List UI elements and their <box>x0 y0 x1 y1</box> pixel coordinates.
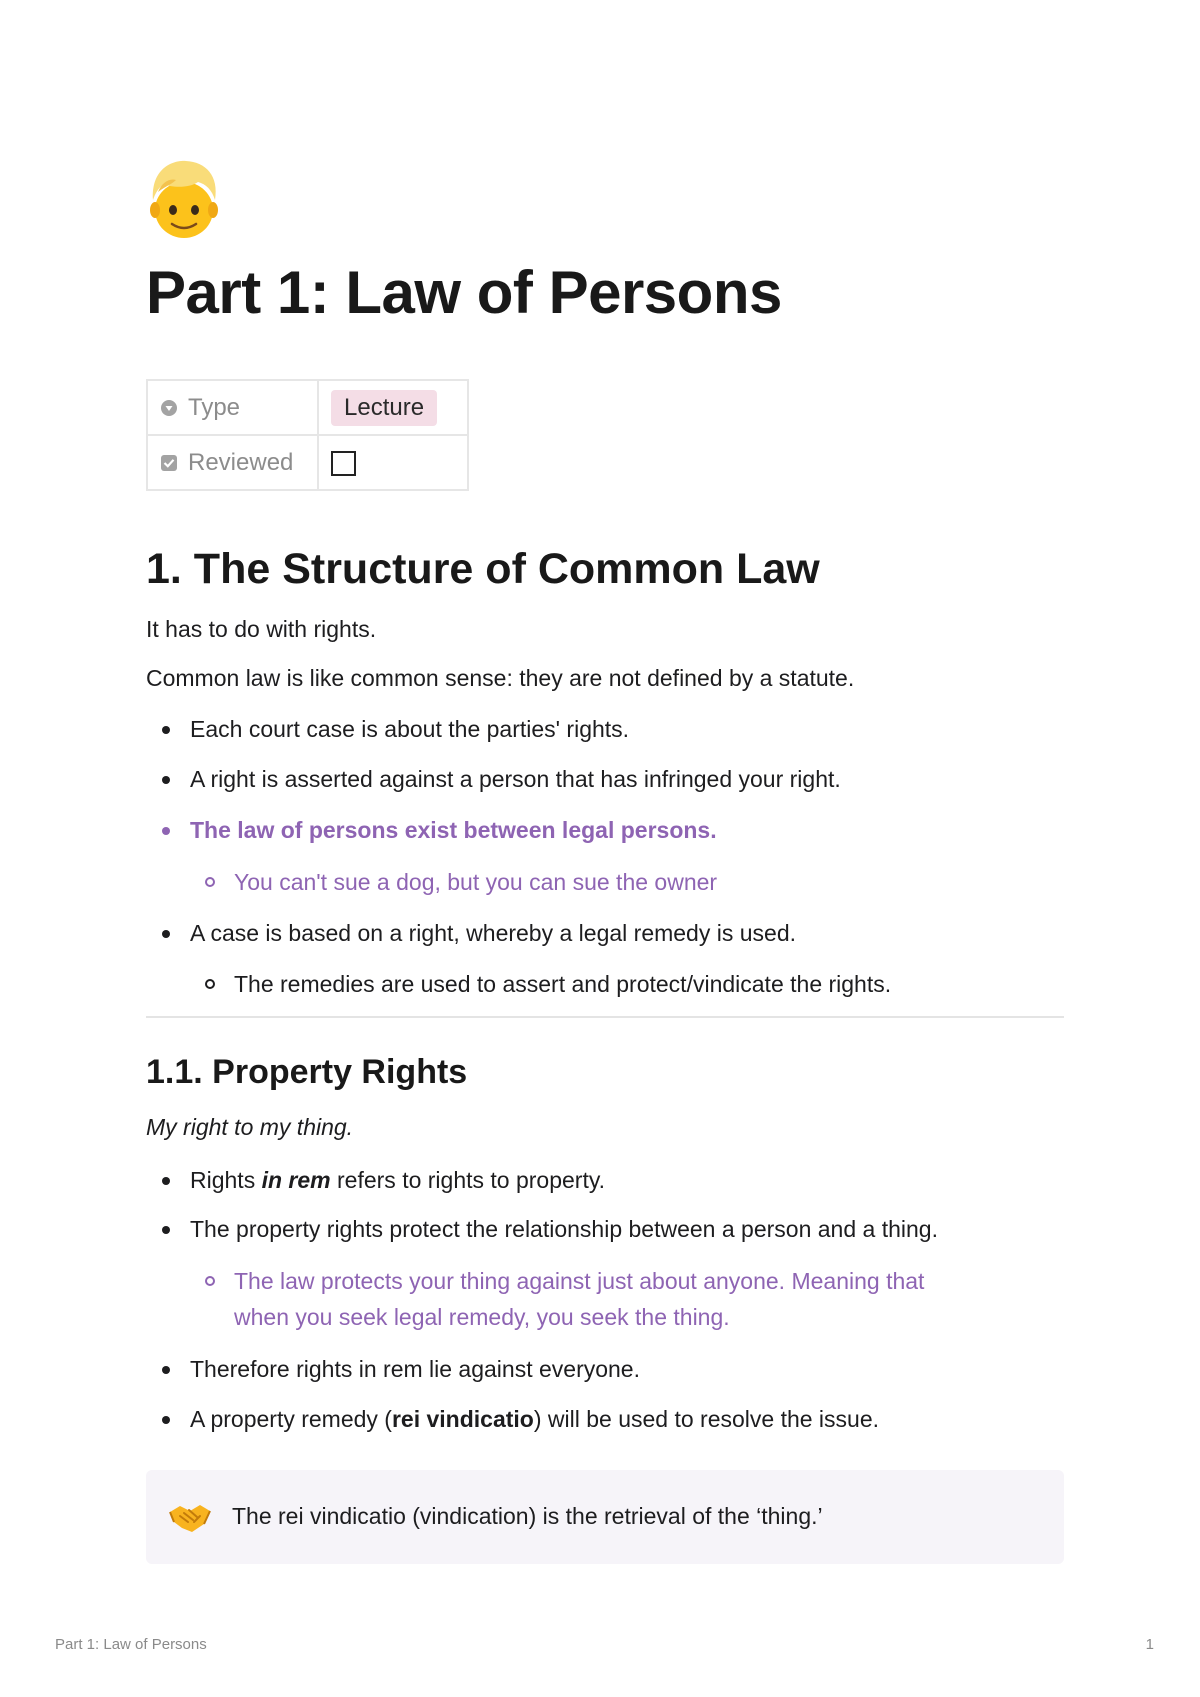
property-key-label: Type <box>188 393 241 421</box>
sub-list-item: You can't sue a dog, but you can sue the owner <box>234 864 717 900</box>
divider <box>146 1016 1064 1018</box>
section-heading: 1. The Structure of Common Law <box>146 545 820 593</box>
type-icon <box>160 399 178 417</box>
handshake-icon <box>168 1494 212 1538</box>
paragraph: It has to do with rights. <box>146 616 377 642</box>
list-item: Therefore rights in rem lie against everyone. <box>190 1351 640 1387</box>
paragraph: My right to my thing. <box>146 1114 354 1140</box>
property-key <box>147 380 318 435</box>
subsection-heading: 1.1. Property Rights <box>146 1053 468 1091</box>
emphasis: rei vindicatio <box>391 1406 534 1432</box>
text-run: A property remedy ( <box>190 1406 392 1432</box>
properties-table <box>146 379 469 491</box>
list-item <box>190 1162 605 1198</box>
page-number: 1 <box>1145 1636 1154 1653</box>
property-row-reviewed <box>147 435 468 490</box>
emphasis: in rem <box>261 1167 331 1193</box>
text-run: refers to rights to property. <box>330 1167 606 1193</box>
list-item-highlight: The law of persons exist between legal persons. <box>190 812 717 848</box>
text-line: when you seek legal remedy, you seek the thing. <box>234 1304 730 1330</box>
property-row-type <box>147 380 468 435</box>
checkbox-property-icon <box>160 454 178 472</box>
property-key <box>147 435 318 490</box>
sub-list-item: The remedies are used to assert and protect/vindicate the rights. <box>234 966 891 1002</box>
property-value[interactable] <box>318 380 468 435</box>
list-item: A right is asserted against a person that has infringed your right. <box>190 761 841 797</box>
reviewed-checkbox[interactable] <box>331 451 356 476</box>
person-blond-hair-icon <box>146 158 222 242</box>
list-item: A case is based on a right, whereby a legal remedy is used. <box>190 915 796 951</box>
text-run: ) will be used to resolve the issue. <box>533 1406 880 1432</box>
list-item <box>190 1401 879 1437</box>
type-tag[interactable]: Lecture <box>331 390 437 426</box>
text-run: Rights <box>190 1167 262 1193</box>
callout-text: The rei vindicatio (vindication) is the retrieval of the ‘thing.’ <box>232 1503 823 1529</box>
property-key-label: Reviewed <box>188 448 294 476</box>
paragraph: Common law is like common sense: they are not defined by a statute. <box>146 665 855 691</box>
page-title: Part 1: Law of Persons <box>146 259 782 326</box>
list-item: Each court case is about the parties' rights. <box>190 711 629 747</box>
callout <box>146 1470 1064 1564</box>
footer-title: Part 1: Law of Persons <box>55 1636 207 1653</box>
property-value[interactable] <box>318 435 468 490</box>
sub-list-item <box>234 1263 924 1335</box>
text-line: The law protects your thing against just about anyone. Meaning that <box>234 1268 925 1294</box>
list-item: The property rights protect the relationship between a person and a thing. <box>190 1211 938 1247</box>
